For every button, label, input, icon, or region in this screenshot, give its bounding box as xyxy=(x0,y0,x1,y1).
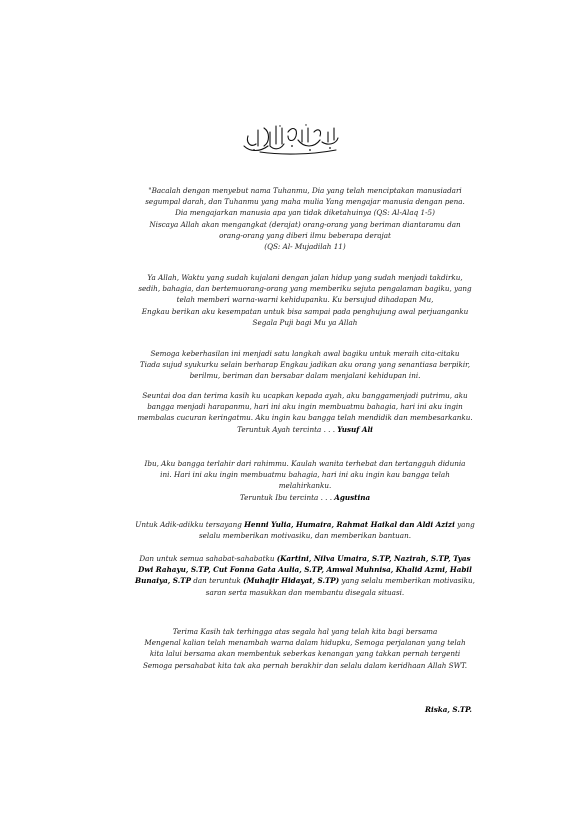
closing-paragraph xyxy=(110,626,500,671)
siblings-line-1 xyxy=(110,519,500,530)
father-dedication-text: Teruntuk Ayah tercinta . . . xyxy=(237,424,338,434)
prayer-line-1: Ya Allah, Waktu yang sudah kujalani dengan jalan hidup yang sudah menjadi takdirku, xyxy=(147,273,463,282)
quran-line-4: Niscaya Allah akan mengangkat (derajat) orang-orang yang beriman diantaramu dan xyxy=(149,219,461,229)
father-line-2: bangga menjadi harapanmu, hari ini aku ingin membuatmu bahagia, hari ini aku ingin xyxy=(147,402,463,412)
siblings-line-2: selalu memberikan motivasiku, dan memberikan bantuan. xyxy=(198,531,412,541)
siblings-suffix: yang xyxy=(454,520,475,529)
quran-verses xyxy=(110,185,500,252)
hope-line-1: Semoga keberhasilan ini menjadi satu langkah awal bagiku untuk meraih cita-citaku xyxy=(150,349,460,358)
friends-mid: dan teruntuk xyxy=(190,576,244,586)
closing-line-3: kita lalui bersama akan membentuk seberkas kenangan yang takkan pernah tergenti xyxy=(149,649,461,659)
signature: Riska, S.TP. xyxy=(425,705,472,714)
prayer-paragraph xyxy=(110,272,500,328)
friends-line-1 xyxy=(110,553,500,564)
mother-paragraph xyxy=(110,458,500,503)
friends-prefix: Dan untuk semua sahabat-sahabatku xyxy=(139,554,277,563)
friends-suffix: yang selalu memberikan motivasiku, xyxy=(339,576,475,586)
friends-special: (Muhajir Hidayat, S.TP) xyxy=(243,576,340,586)
father-line-1: Seuntai doa dan terima kasih ku ucapkan kepada ayah, aku banggamenjadi putrimu, aku xyxy=(142,391,468,400)
closing-line-1: Terima Kasih tak terhingga atas segala hal yang telah kita bagi bersama xyxy=(172,627,438,636)
prayer-line-3: telah memberi warna-warni kehidupanku. Ku bersujud dihadapan Mu, xyxy=(176,295,434,305)
father-dedication xyxy=(110,424,500,435)
friends-line-3 xyxy=(110,575,500,586)
mother-line-2: ini. Hari ini aku ingin membuatmu bahagia, hari ini aku ingin kau bangga telah xyxy=(160,470,450,480)
father-line-3: membalas cucuran keringatmu. Aku ingin kau bangga telah mendidik dan membesarkanku. xyxy=(137,413,473,423)
quran-line-3: Dia mengajarkan manusia apa yan tidak diketahuinya (QS: Al-Alaq 1-5) xyxy=(175,208,435,218)
prayer-line-2: sedih, bahagia, dan bertemuorang-orang yang memberiku sejuta pengalaman bagiku, yang xyxy=(138,284,472,294)
hope-paragraph xyxy=(110,348,500,382)
friends-names-1: (Kartini, Nilva Umaira, S.TP, Nazirah, S.TP, Tyas xyxy=(276,554,471,563)
quran-line-2: segumpal darah, dan Tuhanmu yang maha mulia Yang mengajar manusia dengan pena. xyxy=(145,197,465,207)
closing-line-4: Semoga persahabat kita tak aka pernah berakhir dan selalu dalam keridhaan Allah SWT. xyxy=(142,660,468,670)
basmala-calligraphy xyxy=(240,122,342,156)
quran-line-6: (QS: Al- Mujadilah 11) xyxy=(264,242,346,252)
hope-line-2: Tiada sujud syukurku selain berharap Engkau jadikan aku orang yang senantiasa berpikir, xyxy=(139,360,471,370)
mother-line-3: melahirkanku. xyxy=(278,481,332,491)
friends-paragraph xyxy=(110,553,500,598)
friends-line-4: saran serta masukkan dan membantu disegala situasi. xyxy=(205,587,405,597)
siblings-paragraph xyxy=(110,519,500,541)
quran-line-1: "Bacalah dengan menyebut nama Tuhanmu, Dia yang telah menciptakan manusiadari xyxy=(148,186,462,195)
mother-dedication-text: Teruntuk Ibu tercinta . . . xyxy=(239,492,335,502)
friends-names-3: Bunaiya, S.TP xyxy=(135,576,191,586)
mother-dedication xyxy=(110,492,500,503)
mother-name: Agustina xyxy=(334,492,371,502)
hope-line-3: berilmu, beriman dan bersabar dalam menjalani kehidupan ini. xyxy=(189,371,421,381)
prayer-line-5: Segala Puji bagi Mu ya Allah xyxy=(252,317,358,327)
quran-line-5: orang-orang yang diberi ilmu beberapa derajat xyxy=(219,230,391,240)
basmala-text: بسم الله الرحمن الرحيم xyxy=(291,142,302,143)
father-paragraph xyxy=(110,390,500,435)
closing-line-2: Mengenal kalian telah menambah warna dalam hidupku, Semoga perjalanan yang telah xyxy=(144,638,466,648)
mother-line-1: Ibu, Aku bangga terlahir dari rahimmu. Kaulah wanita terhebat dan tertangguh didunia xyxy=(144,459,466,468)
siblings-prefix: Untuk Adik-adikku tersayang xyxy=(135,520,245,529)
friends-names-2: Dwi Rahayu, S.TP, Cut Fonna Gata Aulia, S.TP, Amwal Muhnisa, Khalid Azmi, Habil xyxy=(138,565,472,575)
siblings-names: Henni Yulia, Humaira, Rahmat Haikal dan Aldi Azizi xyxy=(244,520,455,529)
friends-line-2 xyxy=(110,564,500,575)
father-name: Yusuf Ali xyxy=(337,424,373,434)
prayer-line-4: Engkau berikan aku kesempatan untuk bisa sampai pada penghujung awal perjuanganku xyxy=(141,306,469,316)
